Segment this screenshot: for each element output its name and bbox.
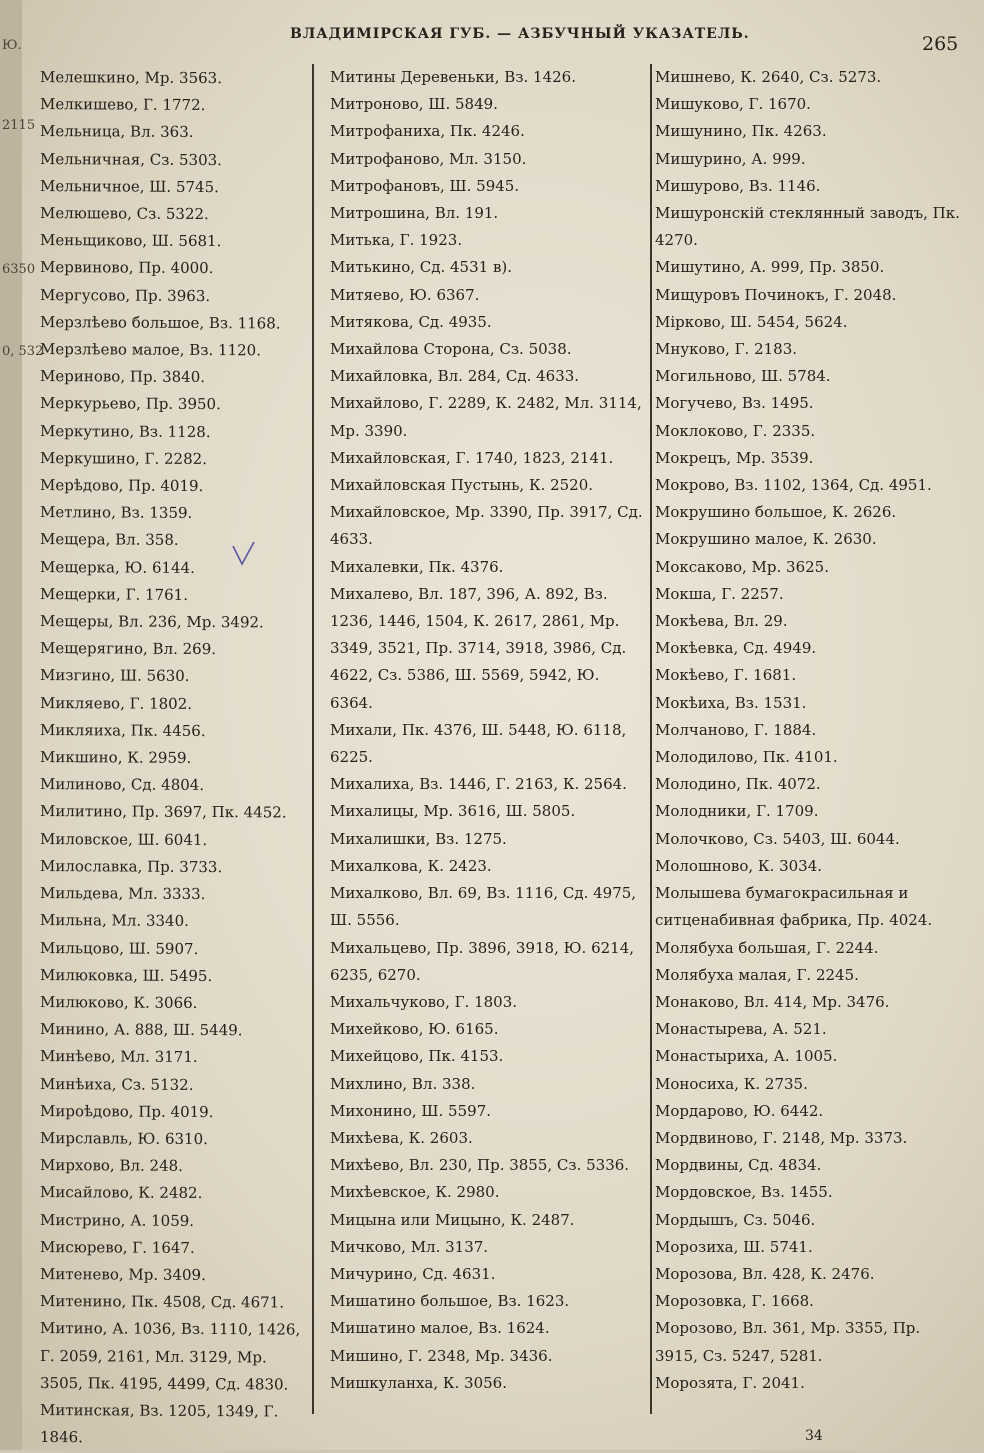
- index-entry: Михали, Пк. 4376, Ш. 5448, Ю. 6118, 6225.: [330, 720, 627, 767]
- index-entry: Михайловка, Вл. 284, Сд. 4633.: [330, 367, 580, 386]
- index-entry: Митрофаново, Мл. 3150.: [330, 149, 527, 168]
- index-entry: Милиново, Сд. 4804.: [40, 775, 205, 795]
- index-entry: Мордвины, Сд. 4834.: [655, 1156, 822, 1175]
- index-entry: Мериново, Пр. 3840.: [40, 367, 206, 387]
- index-entry: Мордвиново, Г. 2148, Мр. 3373.: [655, 1128, 908, 1147]
- index-entry: Метлино, Вз. 1359.: [40, 503, 193, 523]
- index-entry: Мишутино, А. 999, Пр. 3850.: [655, 258, 885, 277]
- index-entry: Мокѣево, Г. 1681.: [655, 666, 797, 685]
- index-entry: Милославка, Пр. 3733.: [40, 856, 223, 877]
- index-entry: Мещерка, Ю. 6144.: [40, 557, 195, 577]
- index-entry: Мервиново, Пр. 4000.: [40, 258, 214, 278]
- index-entry: Молчаново, Г. 1884.: [655, 720, 817, 739]
- index-entry: Мичурино, Сд. 4631.: [330, 1264, 496, 1283]
- index-entry: Мокрушино большое, К. 2626.: [655, 503, 897, 522]
- signature-mark: 34: [805, 1428, 823, 1444]
- index-entry: Михонино, Ш. 5597.: [330, 1101, 492, 1120]
- index-entry: Мергусово, Пр. 3963.: [40, 285, 211, 305]
- index-entry: Монастыриха, А. 1005.: [655, 1047, 838, 1066]
- index-entry: Михалевки, Пк. 4376.: [330, 557, 504, 576]
- facing-page-edge: [0, 0, 22, 1450]
- index-entry: Михайловская, Г. 1740, 1823, 2141.: [330, 448, 614, 467]
- index-entry: Михалицы, Мр. 3616, Ш. 5805.: [330, 802, 576, 821]
- index-entry: Монастырева, А. 521.: [655, 1020, 827, 1039]
- index-entry: Молышева бумагокрасильная и ситценабивная фабрика, Пр. 4024.: [655, 884, 933, 930]
- index-entry: Михалишки, Вз. 1275.: [330, 829, 507, 848]
- index-entry: Михальчуково, Г. 1803.: [330, 992, 518, 1011]
- index-entry: Мишунино, Пк. 4263.: [655, 122, 827, 141]
- index-entry: Морозово, Вл. 361, Мр. 3355, Пр. 3915, Сз. 5247, 5281.: [655, 1319, 921, 1365]
- column-rule: [312, 64, 314, 1414]
- index-entry: Мельничное, Ш. 5745.: [40, 176, 219, 196]
- index-entry: Мильдева, Мл. 3333.: [40, 884, 206, 904]
- pencil-checkmark-icon: [230, 540, 258, 568]
- index-column-2: [330, 64, 646, 1397]
- index-entry: Мордарово, Ю. 6442.: [655, 1101, 824, 1120]
- index-entry: Мицына или Мицыно, К. 2487.: [330, 1210, 575, 1229]
- index-entry: Мокѣевка, Сд. 4949.: [655, 639, 817, 658]
- index-entry: Меркутино, Вз. 1128.: [40, 421, 211, 441]
- index-entry: Молочково, Сз. 5403, Ш. 6044.: [655, 829, 900, 848]
- index-entry: Мирславль, Ю. 6310.: [40, 1128, 208, 1148]
- index-entry: Мишуково, Г. 1670.: [655, 95, 811, 114]
- index-entry: Мокѣева, Вл. 29.: [655, 612, 788, 631]
- index-entry: Милюковка, Ш. 5495.: [40, 965, 213, 985]
- index-entry: Михѣева, К. 2603.: [330, 1128, 473, 1147]
- index-entry: Меркушино, Г. 2282.: [40, 448, 207, 468]
- index-entry: Морозята, Г. 2041.: [655, 1373, 805, 1392]
- index-entry: Мишатино большое, Вз. 1623.: [330, 1292, 570, 1311]
- index-entry: Микшино, К. 2959.: [40, 748, 192, 768]
- index-entry: Мелкишево, Г. 1772.: [40, 95, 206, 115]
- index-entry: Молошново, К. 3034.: [655, 856, 823, 875]
- margin-note: 6350: [2, 262, 36, 277]
- index-entry: Моносиха, К. 2735.: [655, 1074, 808, 1093]
- index-entry: Михалево, Вл. 187, 396, А. 892, Вз. 1236, 1446, 1504, К. 2617, 2861, Мр. 3349, 3521, Пр. 3714, 3918, 3986, Сд. 4622, Сз. 5386, Ш. 5569, 5942, Ю. 6364.: [330, 584, 627, 712]
- margin-note: Ю.: [2, 38, 22, 53]
- index-entry: Мирхово, Вл. 248.: [40, 1156, 183, 1175]
- index-entry: Михалкова, К. 2423.: [330, 856, 492, 875]
- index-entry: Мерзлѣево большое, Вз. 1168.: [40, 312, 281, 333]
- index-entry: Мокѣиха, Вз. 1531.: [655, 693, 807, 712]
- index-entry: Мильна, Мл. 3340.: [40, 911, 189, 931]
- index-entry: Молябуха малая, Г. 2245.: [655, 965, 859, 984]
- index-entry: Миловское, Ш. 6041.: [40, 829, 208, 849]
- index-entry: Минѣиха, Сз. 5132.: [40, 1074, 194, 1094]
- index-entry: Митроново, Ш. 5849.: [330, 95, 498, 114]
- index-column-3: [655, 64, 967, 1397]
- index-entry: Мещера, Вл. 358.: [40, 530, 179, 550]
- index-entry: Мокрово, Вз. 1102, 1364, Сд. 4951.: [655, 476, 932, 495]
- index-entry: Михѣевское, К. 2980.: [330, 1183, 500, 1202]
- index-entry: Молодники, Г. 1709.: [655, 802, 819, 821]
- index-entry: Мельничная, Сз. 5303.: [40, 149, 222, 169]
- index-entry: Михайлова Сторона, Сз. 5038.: [330, 340, 572, 359]
- index-entry: Мишурино, А. 999.: [655, 149, 806, 168]
- index-entry: Мизгино, Ш. 5630.: [40, 666, 190, 686]
- index-entry: Молодино, Пк. 4072.: [655, 775, 821, 794]
- index-entry: Митенево, Мр. 3409.: [40, 1264, 206, 1284]
- index-entry: Микляиха, Пк. 4456.: [40, 720, 206, 740]
- index-entry: Михалково, Вл. 69, Вз. 1116, Сд. 4975, Ш. 5556.: [330, 884, 637, 930]
- index-entry: Митяево, Ю. 6367.: [330, 285, 480, 304]
- index-entry: Мелюшево, Сз. 5322.: [40, 204, 209, 224]
- index-entry: Минѣево, Мл. 3171.: [40, 1047, 198, 1067]
- index-entry: Мерзлѣево малое, Вз. 1120.: [40, 340, 261, 360]
- index-entry: Мещерягино, Вл. 269.: [40, 639, 217, 659]
- index-entry: Мистрино, А. 1059.: [40, 1210, 195, 1230]
- index-entry: Мерѣдово, Пр. 4019.: [40, 476, 204, 496]
- index-entry: Мнуково, Г. 2183.: [655, 340, 798, 359]
- index-entry: Мордовское, Вз. 1455.: [655, 1183, 833, 1202]
- index-entry: Мірково, Ш. 5454, 5624.: [655, 312, 848, 331]
- index-entry: Милитино, Пр. 3697, Пк. 4452.: [40, 802, 287, 822]
- index-entry: Мироѣдово, Пр. 4019.: [40, 1101, 214, 1121]
- running-header: ВЛАДИМІРСКАЯ ГУБ. — АЗБУЧНЫЙ УКАЗАТЕЛЬ.: [290, 26, 750, 42]
- index-entry: Михайловское, Мр. 3390, Пр. 3917, Сд. 4633.: [330, 503, 643, 549]
- index-entry: Мокрушино малое, К. 2630.: [655, 530, 877, 549]
- index-entry: Мещерки, Г. 1761.: [40, 584, 188, 604]
- index-entry: Михѣево, Вл. 230, Пр. 3855, Сз. 5336.: [330, 1156, 630, 1175]
- index-entry: Мишатино малое, Вз. 1624.: [330, 1319, 550, 1338]
- index-entry: Молодилово, Пк. 4101.: [655, 748, 838, 767]
- index-entry: Мещеры, Вл. 236, Мр. 3492.: [40, 612, 264, 632]
- index-entry: Мишнево, К. 2640, Сз. 5273.: [655, 68, 882, 86]
- index-entry: Мельница, Вл. 363.: [40, 122, 194, 142]
- index-entry: Мишкуланха, К. 3056.: [330, 1373, 507, 1392]
- index-entry: Мокша, Г. 2257.: [655, 584, 784, 603]
- index-entry: Митрофановъ, Ш. 5945.: [330, 176, 520, 195]
- index-entry: Мордышъ, Сз. 5046.: [655, 1210, 816, 1229]
- page-number: 265: [922, 33, 959, 55]
- index-entry: Мичково, Мл. 3137.: [330, 1237, 489, 1256]
- index-entry: Митенино, Пк. 4508, Сд. 4671.: [40, 1292, 284, 1312]
- index-entry: Митякова, Сд. 4935.: [330, 312, 492, 331]
- index-entry: Михейцово, Пк. 4153.: [330, 1047, 504, 1066]
- index-entry: Митинская, Вз. 1205, 1349, Г. 1846.: [40, 1400, 279, 1447]
- index-entry: Митины Деревеньки, Вз. 1426.: [330, 68, 576, 86]
- index-entry: Меньщиково, Ш. 5681.: [40, 231, 222, 251]
- index-entry: Морозова, Вл. 428, К. 2476.: [655, 1264, 875, 1283]
- index-entry: Митино, А. 1036, Вз. 1110, 1426, Г. 2059, 2161, Мл. 3129, Мр. 3505, Пк. 4195, 4499, Сд. 4830.: [40, 1319, 301, 1394]
- index-entry: Мищуровъ Починокъ, Г. 2048.: [655, 285, 897, 304]
- index-entry: Михейково, Ю. 6165.: [330, 1020, 499, 1039]
- index-entry: Митькино, Сд. 4531 в).: [330, 258, 513, 277]
- index-entry: Мисайлово, К. 2482.: [40, 1183, 203, 1203]
- index-entry: Мисюрево, Г. 1647.: [40, 1237, 195, 1257]
- index-entry: Митька, Г. 1923.: [330, 231, 463, 250]
- index-column-1: [40, 64, 306, 1453]
- index-entry: Митрофаниха, Пк. 4246.: [330, 122, 525, 141]
- index-entry: Минино, А. 888, Ш. 5449.: [40, 1020, 243, 1040]
- index-entry: Мелешкино, Мр. 3563.: [40, 68, 222, 88]
- index-entry: Моксаково, Мр. 3625.: [655, 557, 829, 576]
- index-entry: Могильново, Ш. 5784.: [655, 367, 831, 386]
- index-entry: Микляево, Г. 1802.: [40, 693, 193, 713]
- index-entry: Милюково, К. 3066.: [40, 992, 198, 1012]
- index-entry: Михайловская Пустынь, К. 2520.: [330, 476, 594, 495]
- index-entry: Мокрецъ, Мр. 3539.: [655, 448, 814, 467]
- index-entry: Мильцово, Ш. 5907.: [40, 938, 199, 958]
- margin-note: 0, 532: [2, 344, 44, 359]
- index-entry: Михальцево, Пр. 3896, 3918, Ю. 6214, 6235, 6270.: [330, 938, 635, 984]
- index-entry: Монаково, Вл. 414, Мр. 3476.: [655, 992, 890, 1011]
- index-entry: Мишуронскій стеклянный заводъ, Пк. 4270.: [655, 204, 960, 250]
- index-entry: Могучево, Вз. 1495.: [655, 394, 814, 413]
- index-entry: Михлино, Вл. 338.: [330, 1074, 476, 1093]
- margin-note: 2115: [2, 118, 36, 133]
- index-entry: Морозиха, Ш. 5741.: [655, 1237, 813, 1256]
- index-entry: Михайлово, Г. 2289, К. 2482, Мл. 3114, Мр. 3390.: [330, 394, 642, 440]
- index-entry: Михалиха, Вз. 1446, Г. 2163, К. 2564.: [330, 775, 627, 794]
- index-entry: Мишино, Г. 2348, Мр. 3436.: [330, 1346, 553, 1365]
- index-entry: Митрошина, Вл. 191.: [330, 204, 499, 223]
- column-rule: [650, 64, 652, 1414]
- index-entry: Моклоково, Г. 2335.: [655, 421, 816, 440]
- index-entry: Морозовка, Г. 1668.: [655, 1292, 814, 1311]
- index-entry: Молябуха большая, Г. 2244.: [655, 938, 879, 957]
- index-entry: Меркурьево, Пр. 3950.: [40, 394, 221, 414]
- index-entry: Мишурово, Вз. 1146.: [655, 176, 821, 195]
